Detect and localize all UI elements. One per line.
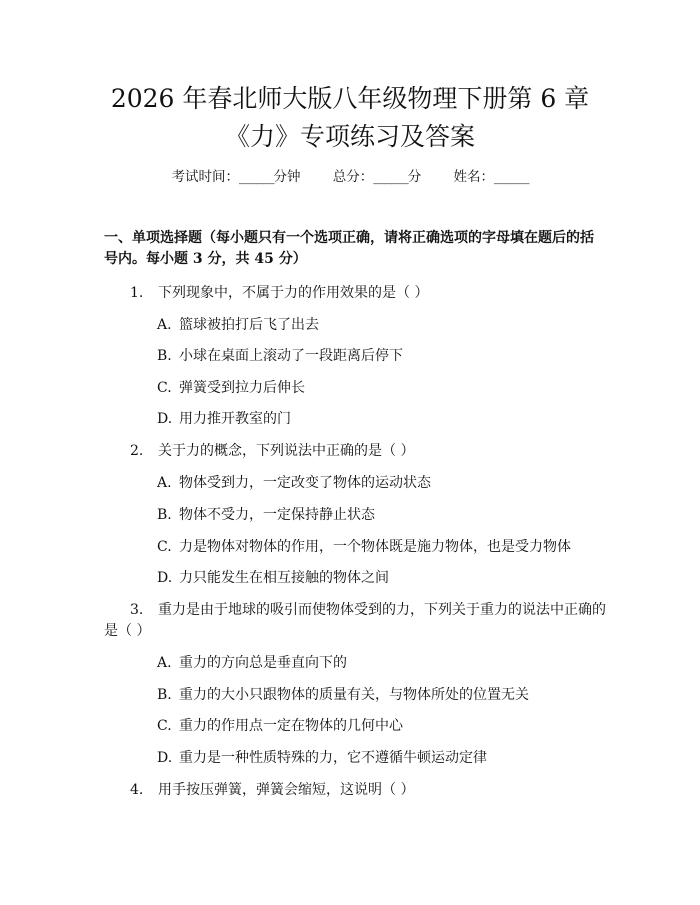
question-3-option-a — [157, 653, 347, 673]
option-letter: B. — [157, 687, 172, 703]
section-heading-line-2: 号内。每小题 3 分，共 45 分） — [104, 251, 307, 267]
question-1-option-c — [157, 378, 305, 398]
time-blank: ______ — [238, 169, 274, 185]
option-text: 重力是一种性质特殊的力，它不遵循牛顿运动定律 — [179, 750, 487, 766]
question-text: 重力是由于地球的吸引而使物体受到的力，下列关于重力的说法中正确的 — [158, 602, 606, 618]
option-text: 弹簧受到拉力后伸长 — [179, 380, 305, 396]
score-field — [333, 169, 422, 185]
name-field — [454, 169, 529, 185]
option-text: 力是物体对物体的作用，一个物体既是施力物体，也是受力物体 — [179, 539, 571, 555]
time-field — [171, 169, 300, 185]
score-label: 总分： — [332, 169, 374, 185]
name-blank: ______ — [494, 169, 529, 185]
option-letter: B. — [157, 507, 172, 523]
option-letter: C. — [157, 539, 172, 555]
option-letter: D. — [157, 411, 173, 427]
question-1-option-d — [157, 409, 291, 429]
question-text: 关于力的概念，下列说法中正确的是（ ） — [158, 443, 415, 459]
option-text: 物体受到力，一定改变了物体的运动状态 — [179, 475, 431, 491]
question-text: 用手按压弹簧，弹簧会缩短，这说明（ ） — [158, 782, 415, 798]
option-text: 篮球被拍打后飞了出去 — [179, 317, 319, 333]
section-heading-line-1: 一、单项选择题（每小题只有一个选项正确，请将正确选项的字母填在题后的括 — [104, 230, 594, 246]
option-text: 用力推开教室的门 — [179, 411, 291, 427]
option-text: 力只能发生在相互接触的物体之间 — [179, 570, 389, 586]
option-text: 物体不受力，一定保持静止状态 — [179, 507, 375, 523]
score-unit: 分 — [407, 169, 422, 185]
question-number: 3. — [130, 602, 144, 618]
question-2 — [130, 441, 414, 461]
exam-meta — [0, 168, 700, 186]
time-label: 考试时间： — [171, 169, 239, 185]
time-unit: 分钟 — [273, 169, 301, 185]
page-title-line-1: 2026 年春北师大版八年级物理下册第 6 章 — [110, 84, 590, 113]
section-heading — [104, 228, 604, 270]
question-number: 4. — [130, 782, 144, 798]
option-letter: C. — [157, 380, 172, 396]
question-3-option-d — [157, 748, 487, 768]
option-letter: D. — [157, 750, 173, 766]
option-text: 重力的大小只跟物体的质量有关，与物体所处的位置无关 — [179, 687, 529, 703]
question-3-option-b — [157, 685, 529, 705]
question-2-option-b — [157, 505, 375, 525]
question-number: 1. — [130, 285, 144, 301]
option-letter: A. — [157, 317, 172, 333]
option-letter: A. — [157, 475, 172, 491]
option-text: 小球在桌面上滚动了一段距离后停下 — [179, 348, 403, 364]
option-letter: A. — [157, 655, 172, 671]
question-number: 2. — [130, 443, 144, 459]
option-text: 重力的方向总是垂直向下的 — [179, 655, 347, 671]
question-4 — [130, 780, 414, 800]
question-1-option-a — [157, 315, 319, 335]
question-2-option-d — [157, 568, 389, 588]
question-1 — [130, 283, 428, 303]
question-3-continuation: 是（ ） — [104, 623, 151, 639]
question-2-option-a — [157, 473, 431, 493]
question-3 — [130, 600, 606, 620]
name-label: 姓名： — [453, 169, 495, 185]
question-1-option-b — [157, 346, 403, 366]
question-text: 下列现象中，不属于力的作用效果的是（ ） — [158, 285, 429, 301]
score-blank: ______ — [373, 169, 408, 185]
question-2-option-c — [157, 537, 571, 557]
option-letter: B. — [157, 348, 172, 364]
option-letter: C. — [157, 718, 172, 734]
option-letter: D. — [157, 570, 173, 586]
question-3-option-c — [157, 716, 403, 736]
page-title-line-2: 《力》专项练习及答案 — [224, 122, 475, 151]
option-text: 重力的作用点一定在物体的几何中心 — [179, 718, 403, 734]
